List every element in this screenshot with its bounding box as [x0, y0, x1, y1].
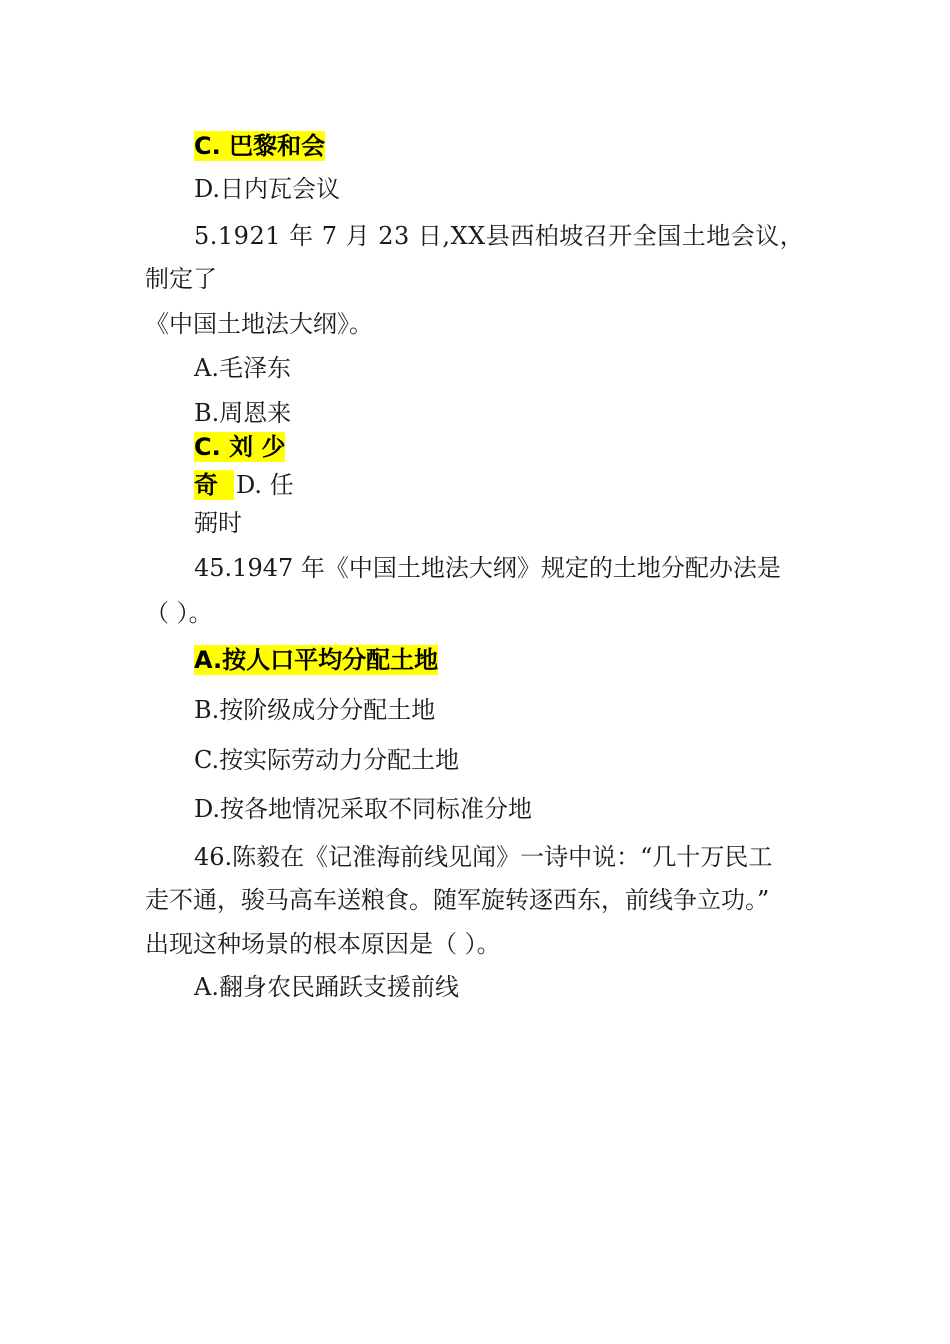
q5-option-a: A.毛泽东: [194, 354, 291, 382]
q46-stem-line2: 走不通，骏马高车送粮食。随军旋转逐西东，前线争立功。”: [145, 886, 770, 914]
q45-option-b: B.按阶级成分分配土地: [194, 696, 436, 724]
q5-option-c-answer-wrap: 奇: [194, 470, 234, 500]
q4-option-c-answer: C. 巴黎和会: [194, 132, 326, 160]
q45-stem-line1: 45.1947 年《中国土地法大纲》规定的土地分配办法是: [194, 554, 781, 582]
q46-stem-line3: 出现这种场景的根本原因是（ ）。: [145, 930, 501, 958]
q45-option-d: D.按各地情况采取不同标准分地: [194, 795, 533, 823]
q5-option-d: D. 任: [236, 471, 294, 499]
q45-option-a-answer: A.按人口平均分配土地: [194, 646, 439, 674]
q5-stem-line2: 制定了: [145, 265, 217, 293]
q46-option-a: A.翻身农民踊跃支援前线: [194, 973, 459, 1001]
q5-option-b: B.周恩来: [194, 399, 292, 427]
q45-stem-line2: （ ）。: [145, 599, 213, 627]
q5-stem-line3: 《中国土地法大纲》。: [145, 310, 373, 338]
q5-stem-line1: 5.1921 年 7 月 23 日,XX县西柏坡召开全国土地会议，: [194, 222, 805, 250]
q45-option-c: C.按实际劳动力分配土地: [194, 746, 460, 774]
q5-option-c-answer: C. 刘 少: [194, 433, 286, 461]
q5-option-d-wrap: 弼时: [194, 509, 242, 537]
q46-stem-line1: 46.陈毅在《记淮海前线见闻》一诗中说：“几十万民工: [194, 843, 773, 871]
q4-option-d: D.日内瓦会议: [194, 175, 341, 203]
